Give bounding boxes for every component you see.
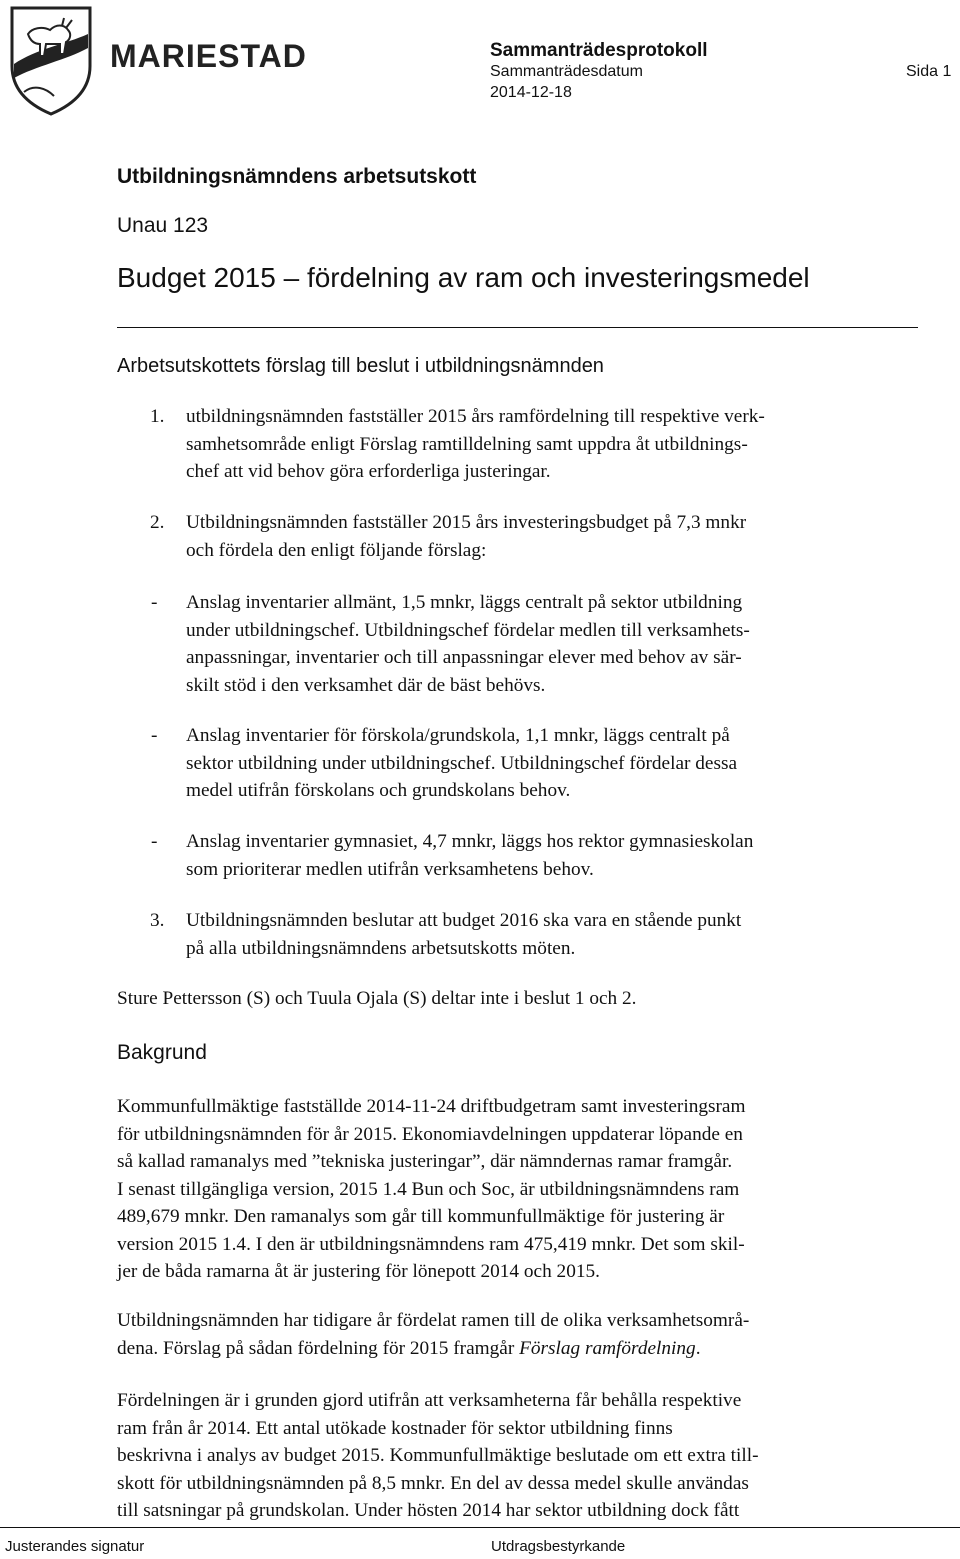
document-reference: Förslag ramfördelning xyxy=(519,1337,696,1359)
item-number: 2. xyxy=(150,512,165,533)
text-line: Anslag inventarier allmänt, 1,5 mnkr, läggs centralt på sektor utbildning xyxy=(186,592,743,613)
committee-name: Utbildningsnämndens arbetsutskott xyxy=(117,165,477,188)
text-line: så kallad ramanalys med ”tekniska justeringar”, där nämndernas ramar framgår. xyxy=(117,1151,733,1172)
text-span: dena. Förslag på sådan fördelning för 2015 framgår xyxy=(117,1337,520,1359)
proposal-item-3 xyxy=(186,907,916,962)
background-paragraph-1 xyxy=(117,1093,917,1286)
text-line: skilt stöd i den verksamhet där de bäst behövs. xyxy=(186,674,546,696)
title-divider xyxy=(117,327,918,328)
allocation-bullet-2 xyxy=(186,722,916,805)
text-line: som prioriterar medlen utifrån verksamhetens behov. xyxy=(186,858,594,880)
text-line: Utbildningsnämnden fastställer 2015 års investeringsbudget på 7,3 mnkr xyxy=(186,512,747,533)
text-line: samhetsområde enligt Förslag ramtilldelning samt uppdra åt utbildnings- xyxy=(186,433,748,455)
text-line: jer de båda ramarna åt är justering för lönepott 2014 och 2015. xyxy=(117,1261,600,1282)
mariestad-coat-of-arms-icon xyxy=(6,4,96,116)
text-line: I senast tillgängliga version, 2015 1.4 Bun och Soc, är utbildningsnämndens ram xyxy=(117,1178,740,1200)
item-number: 3. xyxy=(150,910,165,931)
text-line: medel utifrån förskolans och grundskolans behov. xyxy=(186,780,571,801)
logo-wordmark: MARIESTAD xyxy=(110,38,307,74)
proposal-item-2 xyxy=(186,509,916,564)
text-line: under utbildningschef. Utbildningschef fördelar medlen till verksamhets- xyxy=(186,619,750,641)
dash-marker: - xyxy=(151,592,158,613)
recusal-note: Sture Pettersson (S) och Tuula Ojala (S) deltar inte i beslut 1 och 2. xyxy=(117,988,637,1009)
proposal-heading: Arbetsutskottets förslag till beslut i utbildningsnämnden xyxy=(117,355,604,377)
text-line xyxy=(117,1335,917,1363)
meeting-date: 2014-12-18 xyxy=(490,84,572,101)
text-line: på alla utbildningsnämndens arbetsutskotts möten. xyxy=(186,937,576,959)
text-line: skott för utbildningsnämnden på 8,5 mnkr. En del av dessa medel skulle användas xyxy=(117,1472,749,1494)
proposal-item-1 xyxy=(186,403,916,486)
text-line: Utbildningsnämnden beslutar att budget 2016 ska vara en stående punkt xyxy=(186,910,742,931)
item-number: 1. xyxy=(150,406,165,427)
text-line: chef att vid behov göra erforderliga justeringar. xyxy=(186,461,551,482)
certification-label: Utdragsbestyrkande xyxy=(491,1538,626,1555)
signature-label: Justerandes signatur xyxy=(5,1538,145,1555)
text-line: 489,679 mnkr. Den ramanalys som går till kommunfullmäktige för justering är xyxy=(117,1206,725,1227)
allocation-bullet-3 xyxy=(186,828,916,883)
background-paragraph-2 xyxy=(117,1307,917,1362)
text-line: Anslag inventarier för förskola/grundskola, 1,1 mnkr, läggs centralt på xyxy=(186,725,730,746)
dash-marker: - xyxy=(151,725,158,746)
document-type: Sammanträdesprotokoll xyxy=(490,40,708,61)
text-line: Utbildningsnämnden har tidigare år fördelat ramen till de olika verksamhetsområ- xyxy=(117,1310,750,1331)
text-line: Anslag inventarier gymnasiet, 4,7 mnkr, läggs hos rektor gymnasieskolan xyxy=(186,831,754,852)
text-line: Kommunfullmäktige fastställde 2014-11-24 driftbudgetram samt investeringsram xyxy=(117,1096,746,1117)
page-number: Sida 1 xyxy=(906,63,952,80)
text-span: . xyxy=(695,1337,701,1359)
allocation-bullet-1 xyxy=(186,589,916,699)
text-line: och fördela den enligt följande förslag: xyxy=(186,539,487,561)
page-title: Budget 2015 – fördelning av ram och investeringsmedel xyxy=(117,262,810,293)
text-line: utbildningsnämnden fastställer 2015 års ramfördelning till respektive verk- xyxy=(186,406,765,427)
text-line: beskrivna i analys av budget 2015. Kommunfullmäktige beslutade om ett extra till- xyxy=(117,1445,759,1466)
meeting-date-label: Sammanträdesdatum xyxy=(490,63,643,80)
background-heading: Bakgrund xyxy=(117,1041,207,1064)
text-line: version 2015 1.4. I den är utbildningsnämndens ram 475,419 mnkr. Det som skil- xyxy=(117,1233,745,1255)
text-line: ram från år 2014. Ett antal utökade kostnader för sektor utbildning finns xyxy=(117,1417,673,1439)
text-line: Fördelningen är i grunden gjord utifrån att verksamheterna får behålla respektive xyxy=(117,1390,742,1411)
text-line: till satsningar på grundskolan. Under hösten 2014 har sektor utbildning dock fått xyxy=(117,1500,740,1521)
paragraph-number: Unau 123 xyxy=(117,214,209,237)
footer-divider xyxy=(0,1527,960,1528)
text-line: för utbildningsnämnden för år 2015. Ekonomiavdelningen uppdaterar löpande en xyxy=(117,1123,743,1145)
text-line: anpassningar, inventarier och till anpassningar elever med behov av sär- xyxy=(186,647,742,668)
background-paragraph-3 xyxy=(117,1387,917,1525)
text-line: sektor utbildning under utbildningschef. Utbildningschef fördelar dessa xyxy=(186,752,738,774)
dash-marker: - xyxy=(151,831,158,852)
